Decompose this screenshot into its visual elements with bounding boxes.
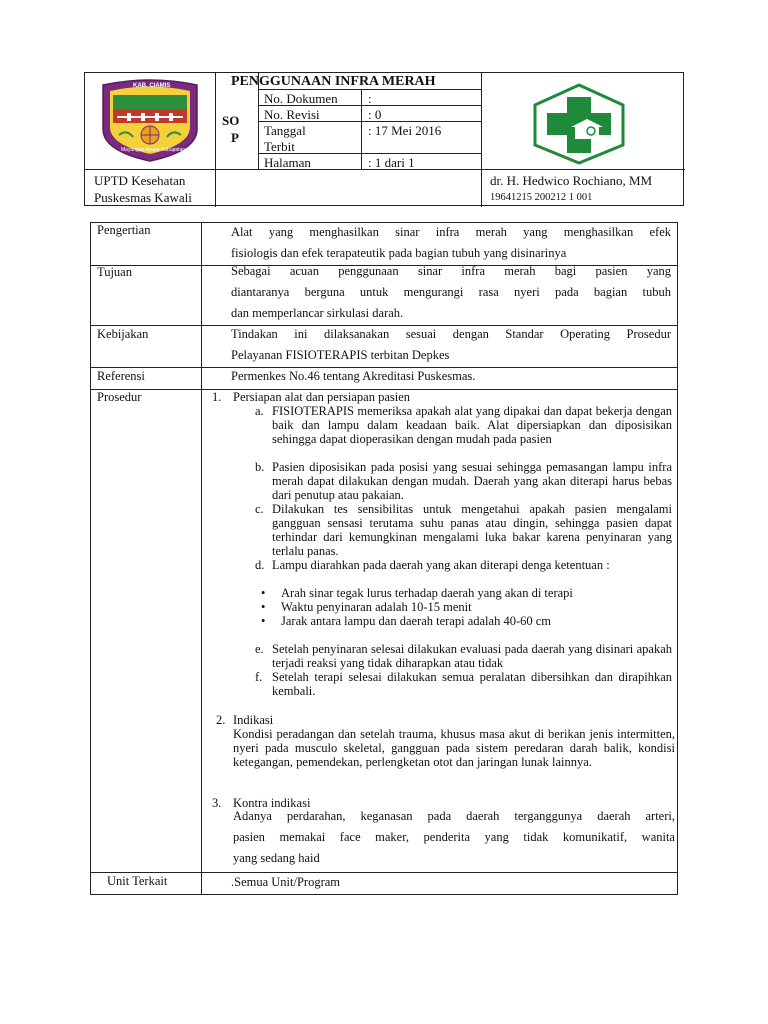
step-b <box>255 460 672 502</box>
step-c <box>255 502 672 558</box>
bullet-text-3: Jarak antara lampu dan daerah terapi adalah 40-60 cm <box>281 614 552 628</box>
issue-date-label-1: Tanggal <box>264 123 306 138</box>
sop-label-line1: SO <box>222 113 240 128</box>
puskesmas-cross-logo-icon <box>531 83 627 165</box>
tujuan-label: Tujuan <box>97 265 132 279</box>
kebijakan-line-2: Pelayanan FISIOTERAPIS terbitan Depkes <box>231 348 450 362</box>
step-f-letter: f. <box>255 670 263 684</box>
step-1-title: Persiapan alat dan persiapan pasien <box>233 390 411 404</box>
tujuan-line-3: dan memperlancar sirkulasi darah. <box>231 306 404 320</box>
step-3-text <box>233 806 675 869</box>
kebijakan-line-1: Tindakan ini dilaksanakan sesuai dengan Standar Operating Prosedur <box>231 327 671 341</box>
bullet-dot-icon: • <box>261 614 266 628</box>
step-2-text: Kondisi peradangan dan setelah trauma, khusus masa akut di berikan jenis intermitten, nyeri pada musculo skeletal, gangguan pada sistem peredaran darah balik, kondisi ketegangan, pemendekan, perlengketan otot dan jaringan lunak lainnya. <box>233 727 675 769</box>
bullet-text-1: Arah sinar tegak lurus terhadap daerah yang akan di terapi <box>281 586 573 600</box>
organization-line2: Puskesmas Kawali <box>94 190 192 205</box>
step-a-letter: a. <box>255 404 264 418</box>
step-d-letter: d. <box>255 558 265 572</box>
pengertian-text <box>231 222 671 264</box>
pengertian-line-1: Alat yang menghasilkan sinar infra merah yang menghasilkan efek <box>231 225 671 239</box>
step-2-number: 2. <box>216 713 226 727</box>
kab-ciamis-emblem-icon <box>97 77 203 163</box>
unit-terkait-text <box>231 872 671 893</box>
prosedur-content <box>205 390 675 870</box>
bullet-item-1 <box>261 586 573 600</box>
document-title: PENGGUNAAN INFRA MERAH <box>231 74 436 89</box>
revision-value: : 0 <box>368 107 382 122</box>
step-3-number: 3. <box>212 796 222 810</box>
signer-nip: 19641215 200212 1 001 <box>490 192 593 203</box>
step-f <box>255 670 672 698</box>
logo-text-top: KAB. CIAMIS <box>133 83 171 89</box>
sop-label-line2: P <box>231 130 239 145</box>
referensi-text <box>231 366 671 387</box>
step-c-text: Dilakukan tes sensibilitas untuk mengetahui apakah pasien mengalami gangguan sensasi terutama suhu panas atau dingin, sehingga pasien dapat terhindar dari kemungkinan mengalami luka bakar karena penyinaran yang terlalu panas. <box>272 502 672 558</box>
step-b-letter: b. <box>255 460 265 474</box>
step-e-letter: e. <box>255 642 264 656</box>
step-a <box>255 404 672 446</box>
logo-text-bottom: Mayungan Ayuna Kabupatan <box>121 147 186 153</box>
unit-terkait-value: .Semua Unit/Program <box>231 875 341 889</box>
step-d-text: Lampu diarahkan pada daerah yang akan diterapi denga ketentuan : <box>272 558 610 572</box>
tujuan-line-1: Sebagai acuan penggunaan sinar infra merah bagi pasien yang <box>231 264 671 278</box>
step-1-number: 1. <box>212 390 222 404</box>
bullet-text-2: Waktu penyinaran adalah 10-15 menit <box>281 600 472 614</box>
referensi-label: Referensi <box>97 369 145 383</box>
doc-number-value: : <box>368 91 372 106</box>
step-2-title: Indikasi <box>233 713 274 727</box>
referensi-line-1: Permenkes No.46 tentang Akreditasi Puskesmas. <box>231 369 476 383</box>
step-f-text: Setelah terapi selesai dilakukan semua peralatan dibersihkan dan dirapihkan kembali. <box>272 670 672 698</box>
unit-terkait-label: Unit Terkait <box>107 874 168 888</box>
bullet-dot-icon: • <box>261 600 266 614</box>
sop-content-table <box>90 222 678 895</box>
organization-line1: UPTD Kesehatan <box>94 173 186 188</box>
signer-name: dr. H. Hedwico Rochiano, MM <box>490 173 653 188</box>
step-3-line-2: pasien memakai face maker, penderita yang tidak komunikatif, wanita <box>233 830 675 844</box>
kebijakan-label: Kebijakan <box>97 327 149 341</box>
page-label: Halaman <box>264 155 311 170</box>
step-3-line-3: yang sedang haid <box>233 851 320 865</box>
step-b-text: Pasien diposisikan pada posisi yang sesuai sehingga pemasangan lampu infra merah dapat dilakukan dengan mudah. Daerah yang akan diterapi harus bebas dari penutup atau pakaian. <box>272 460 672 502</box>
step-e-text: Setelah penyinaran selesai dilakukan evaluasi pada daerah yang disinari apakah terjadi reaksi yang tidak diharapkan atau tidak <box>272 642 672 670</box>
pengertian-label: Pengertian <box>97 223 151 237</box>
doc-number-label: No. Dokumen <box>264 91 338 106</box>
step-3-title: Kontra indikasi <box>233 796 311 810</box>
tujuan-line-2: diantaranya berguna untuk mengurangi rasa nyeri pada bagian tubuh <box>231 285 671 299</box>
step-a-text: FISIOTERAPIS memeriksa apakah alat yang dipakai dan dapat bekerja dengan baik dan lampu dalam keadaan baik. Alat dipersiapkan dan diposisikan sehingga dapat dioperasikan dengan mudah pada pasien <box>272 404 672 446</box>
issue-date-label-2: Terbit <box>264 139 295 154</box>
step-d <box>255 558 672 572</box>
bullet-item-2 <box>261 600 472 614</box>
pengertian-line-2: fisiologis dan efek terapateutik pada bagian tubuh yang disinarinya <box>231 246 567 260</box>
page-value: : 1 dari 1 <box>368 155 415 170</box>
step-c-letter: c. <box>255 502 264 516</box>
bullet-dot-icon: • <box>261 586 266 600</box>
tujuan-text <box>231 261 671 324</box>
step-e <box>255 642 672 670</box>
issue-date-value: : 17 Mei 2016 <box>368 123 442 138</box>
header-table <box>84 72 684 206</box>
bullet-item-3 <box>261 614 552 628</box>
revision-label: No. Revisi <box>264 107 320 122</box>
prosedur-label: Prosedur <box>97 390 142 404</box>
step-3-line-1: Adanya perdarahan, keganasan pada daerah terganggunya daerah arteri, <box>233 809 675 823</box>
kebijakan-text <box>231 324 671 366</box>
